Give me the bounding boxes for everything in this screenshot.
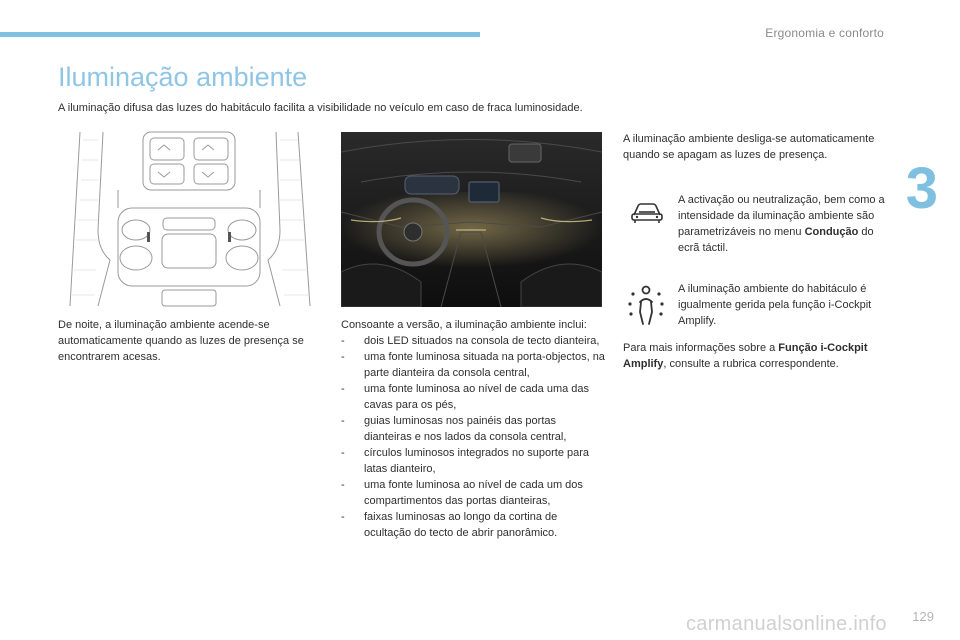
intro-text: A iluminação difusa das luzes do habitáculo facilita a visibilidade no veículo em caso de fraca luminosidade.: [58, 102, 583, 114]
menu-name: Condução: [804, 226, 859, 238]
column-1: [58, 317, 308, 365]
column-3-bottom: [623, 340, 883, 372]
list-item: - uma fonte luminosa situada na porta-objectos, na parte dianteira da consola central,: [341, 349, 606, 381]
roof-console-illustration: [58, 130, 320, 308]
chapter-tab-number: 3: [905, 156, 938, 221]
list-item: - dois LED situados na consola de tecto dianteira,: [341, 333, 606, 349]
settings-note-text: A activação ou neutralização, bem como a intensidade da iluminação ambiente são parametrizáveis no menu: [678, 194, 885, 238]
amplify-note-text: A iluminação ambiente do habitáculo é igualmente gerida pela função i-Cockpit Amplify.: [678, 283, 872, 327]
function-name: Função i-Cockpit Amplify: [623, 342, 868, 370]
list-item: - círculos luminosos integrados no suporte para latas dianteiro,: [341, 445, 606, 477]
list-item: - uma fonte luminosa ao nível de cada um dos compartimentos das portas dianteiras,: [341, 477, 606, 509]
person-ambient-icon: [627, 282, 665, 328]
settings-note: [678, 192, 893, 256]
lighting-sources-list: [341, 333, 606, 541]
column-3-top: [623, 131, 888, 163]
more-info-text: Para mais informações sobre a: [623, 342, 779, 354]
watermark: carmanualsonline.info: [686, 613, 887, 635]
page-title: Iluminação ambiente: [58, 62, 308, 92]
settings-note-text-end: do ecrã táctil.: [678, 226, 874, 254]
chapter-title: Ergonomia e conforto: [765, 26, 884, 40]
column-2: [341, 317, 606, 541]
header-accent-bar: [0, 32, 480, 37]
amplify-note: [678, 281, 893, 329]
auto-off-text: A iluminação ambiente desliga-se automaticamente quando se apagam as luzes de presença.: [623, 133, 875, 161]
list-item: - faixas luminosas ao longo da cortina de ocultação do tecto de abrir panorâmico.: [341, 509, 606, 541]
more-info-text-end: , consulte a rubrica correspondente.: [663, 358, 839, 370]
cockpit-ambient-lighting-photo: [341, 132, 602, 307]
car-front-icon: [630, 201, 664, 225]
page-number: 129: [912, 609, 934, 624]
night-activation-text: De noite, a iluminação ambiente acende-se automaticamente quando as luzes de presença se encontrarem acesas.: [58, 319, 304, 363]
lighting-list-lead: Consoante a versão, a iluminação ambiente inclui:: [341, 319, 587, 331]
list-item: - uma fonte luminosa ao nível de cada uma das cavas para os pés,: [341, 381, 606, 413]
list-item: - guias luminosas nos painéis das portas dianteiras e nos lados da consola central,: [341, 413, 606, 445]
